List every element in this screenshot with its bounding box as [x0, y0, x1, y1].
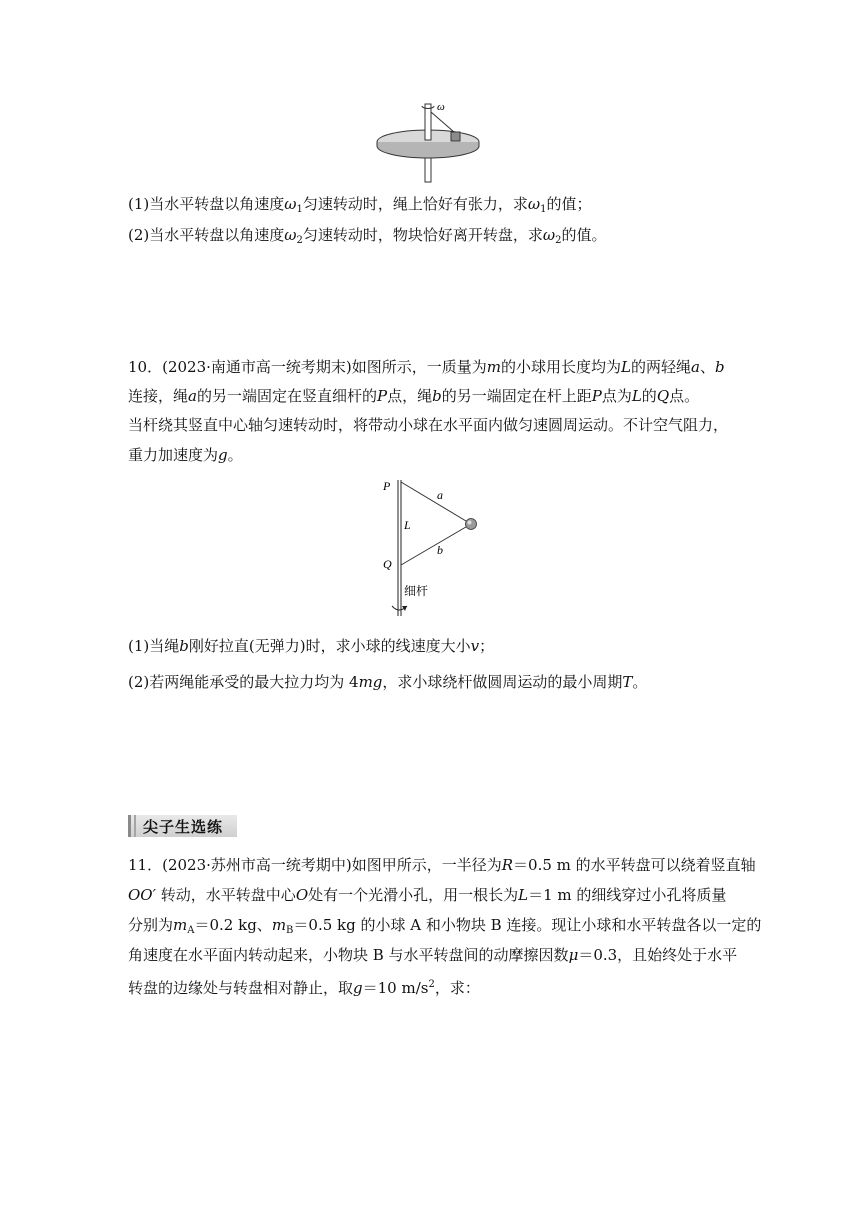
- label-a: a: [437, 488, 443, 502]
- q9-part2: (2)当水平转盘以角速度$\omega_2$匀速转动时，物块恰好离开转盘，求$\omega_2$的值。: [128, 226, 607, 246]
- q10-line3: 当杆绕其竖直中心轴匀速转动时，将带动小球在水平面内做匀速圆周运动。不计空气阻力，: [128, 416, 729, 434]
- section-title: 尖子生选练: [143, 818, 224, 836]
- rotating-disk-figure: [370, 98, 480, 188]
- q9-part1: (1)当水平转盘以角速度$\omega_1$匀速转动时，绳上恰好有张力，求$\omega_1$的值；: [128, 195, 592, 215]
- label-b: b: [437, 543, 443, 557]
- label-L: L: [404, 518, 411, 532]
- rod-ball-figure: [378, 474, 488, 624]
- label-P: P: [383, 479, 391, 493]
- q10-line4: 重力加速度为g。: [128, 446, 243, 464]
- q10-line1: 10．(2023·南通市高一统考期末)如图所示，一质量为m的小球用长度均为L的两轻绳a、b: [128, 358, 725, 376]
- label-rod: 细杆: [404, 584, 429, 598]
- q11-line2: OO′ 转动，水平转盘中心O处有一个光滑小孔，用一根长为L＝1 m 的细线穿过小孔将质量: [128, 886, 727, 904]
- section-banner: [128, 815, 237, 837]
- q11-line1: 11．(2023·苏州市高一统考期中)如图甲所示，一半径为R＝0.5 m 的水平转盘可以绕着竖直轴: [128, 856, 756, 874]
- omega-label: ω: [437, 101, 445, 113]
- label-Q: Q: [383, 557, 392, 571]
- q11-line5: 转盘的边缘处与转盘相对静止，取g＝10 $m/s^2$，求：: [128, 979, 480, 997]
- q10-part1: (1)当绳b刚好拉直(无弹力)时，求小球的线速度大小v；: [128, 637, 495, 655]
- q10-line2: 连接，绳a的另一端固定在竖直细杆的P点，绳b的另一端固定在杆上距P点为L的Q点。: [128, 387, 700, 405]
- q11-line3: 分别为$m_A=0.2$ kg、$m_B=0.5$ kg 的小球 A 和小物块 B 连接。现让小球和水平转盘各以一定的: [128, 916, 762, 936]
- q10-part2: (2)若两绳能承受的最大拉力均为 4mg，求小球绕杆做圆周运动的最小周期T。: [128, 673, 648, 691]
- q11-line4: 角速度在水平面内转动起来，小物块 B 与水平转盘间的动摩擦因数μ＝0.3，且始终处于水平: [128, 946, 738, 964]
